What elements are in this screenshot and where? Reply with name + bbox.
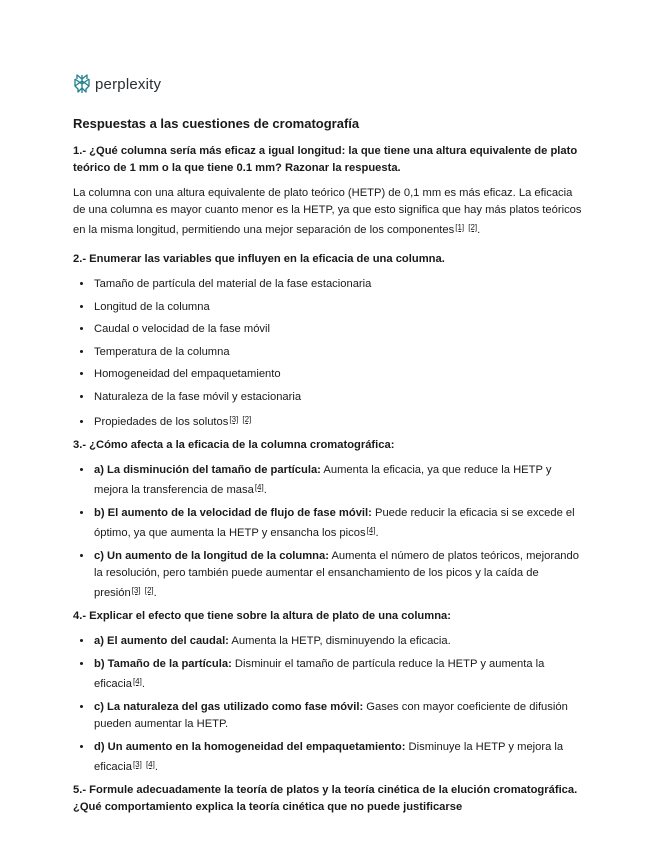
effects-list [73, 462, 583, 602]
document-content [73, 116, 583, 824]
list-item-text: Aumenta la HETP, disminuyendo la eficacia. [228, 635, 451, 647]
list-item-text: Puede reducir la eficacia si se excede el óptimo, ya que aumenta la HETP y ensancha los picos [94, 507, 575, 539]
question-1: 1.- ¿Qué columna sería más eficaz a igual longitud: la que tiene una altura equivalente de plato teórico de 1 mm o la que tiene 0.1 mm? Razonar la respuesta. [73, 145, 578, 174]
list-item [93, 299, 583, 316]
list-item-text: Disminuye la HETP y mejora la eficacia [94, 741, 564, 773]
citation-link[interactable]: [2] [242, 415, 252, 424]
citation-link[interactable]: [4] [132, 677, 142, 686]
list-item-heading: b) Tamaño de la partícula: [94, 658, 232, 670]
list-item-text: Naturaleza de la fase móvil y estacionaria [94, 390, 302, 403]
perplexity-logo-icon [73, 74, 91, 94]
list-item-end: . [153, 587, 157, 599]
list-item-heading: a) El aumento del caudal: [94, 635, 229, 647]
list-item-text: Tamaño de partícula del material de la fase estacionaria [94, 278, 372, 290]
answer-1-end: . [477, 224, 481, 236]
list-item-text: Aumenta la eficacia, ya que reduce la HETP y mejora la transferencia de masa [94, 464, 552, 496]
citation-link[interactable]: [3] [131, 586, 141, 595]
list-item-text: Homogeneidad del empaquetamiento [94, 368, 281, 380]
question-5: 5.- Formule adecuadamente la teoría de platos y la teoría cinética de la elución cromatográfica. ¿Qué comportamiento explica la teoría cinética que no puede justificarse [73, 784, 578, 813]
question-2: 2.- Enumerar las variables que influyen en la eficacia de una columna. [73, 253, 445, 265]
list-item-end: . [154, 761, 158, 773]
list-item [93, 276, 583, 293]
list-item [93, 548, 583, 602]
list-item-text: Gases con mayor coeficiente de difusión pueden aumentar la HETP. [94, 701, 568, 730]
list-item [93, 366, 583, 383]
brand-name: perplexity [95, 75, 162, 93]
list-item [93, 411, 583, 431]
citation-link[interactable]: [4] [254, 483, 264, 492]
list-item-text: Caudal o velocidad de la fase móvil [94, 323, 270, 335]
list-item-heading: a) La disminución del tamaño de partícula: [94, 464, 321, 476]
list-item [93, 321, 583, 338]
list-item-text: Propiedades de los solutos [94, 416, 229, 428]
list-item [93, 462, 583, 499]
answer-1 [73, 185, 583, 239]
list-item-end: . [263, 484, 267, 496]
list-item-heading: d) Un aumento en la homogeneidad del empaquetamiento: [94, 741, 406, 753]
list-item-end: . [375, 527, 379, 539]
list-item-text: Longitud de la columna [94, 300, 210, 313]
list-item-text: Temperatura de la columna [94, 345, 230, 358]
citation-link[interactable]: [3] [229, 415, 239, 424]
page-title: Respuestas a las cuestiones de cromatografía [73, 116, 360, 131]
citation-link[interactable]: [2] [144, 586, 154, 595]
list-item-heading: b) El aumento de la velocidad de flujo de fase móvil: [94, 507, 372, 519]
list-item-text: Aumenta el número de platos teóricos, mejorando la resolución, pero también puede aumentar el ensanchamiento de los picos y la caída de presión [94, 550, 579, 599]
list-item [93, 656, 583, 693]
citation-link[interactable]: [4] [145, 760, 155, 769]
list-item [93, 739, 583, 776]
list-item-heading: c) Un aumento de la longitud de la columna: [94, 550, 329, 562]
citation-link[interactable]: [1] [455, 223, 465, 232]
answer-1-text: La columna con una altura equivalente de plato teórico (HETP) de 0,1 mm es más eficaz. La eficacia de una columna es mayor cuanto menor es la HETP, ya que esto significa que hay más platos teóricos en la misma longitud, permitiendo una mejor separación de los componentes [73, 187, 582, 236]
plate-height-list [73, 633, 583, 776]
citation-link[interactable]: [4] [366, 526, 376, 535]
citation-link[interactable]: [3] [132, 760, 142, 769]
question-3: 3.- ¿Cómo afecta a la eficacia de la columna cromatográfica: [73, 439, 395, 451]
question-4: 4.- Explicar el efecto que tiene sobre la altura de plato de una columna: [73, 610, 451, 622]
citation-link[interactable]: [2] [468, 223, 478, 232]
brand-logo [73, 74, 161, 94]
list-item [93, 699, 583, 733]
list-item-text: Disminuir el tamaño de partícula reduce la HETP y aumenta la eficacia [94, 658, 545, 690]
list-item [93, 344, 583, 361]
list-item-heading: c) La naturaleza del gas utilizado como fase móvil: [94, 701, 364, 713]
variables-list [73, 276, 583, 431]
list-item [93, 505, 583, 542]
list-item [93, 389, 583, 406]
list-item-end: . [141, 678, 145, 690]
list-item [93, 633, 583, 650]
